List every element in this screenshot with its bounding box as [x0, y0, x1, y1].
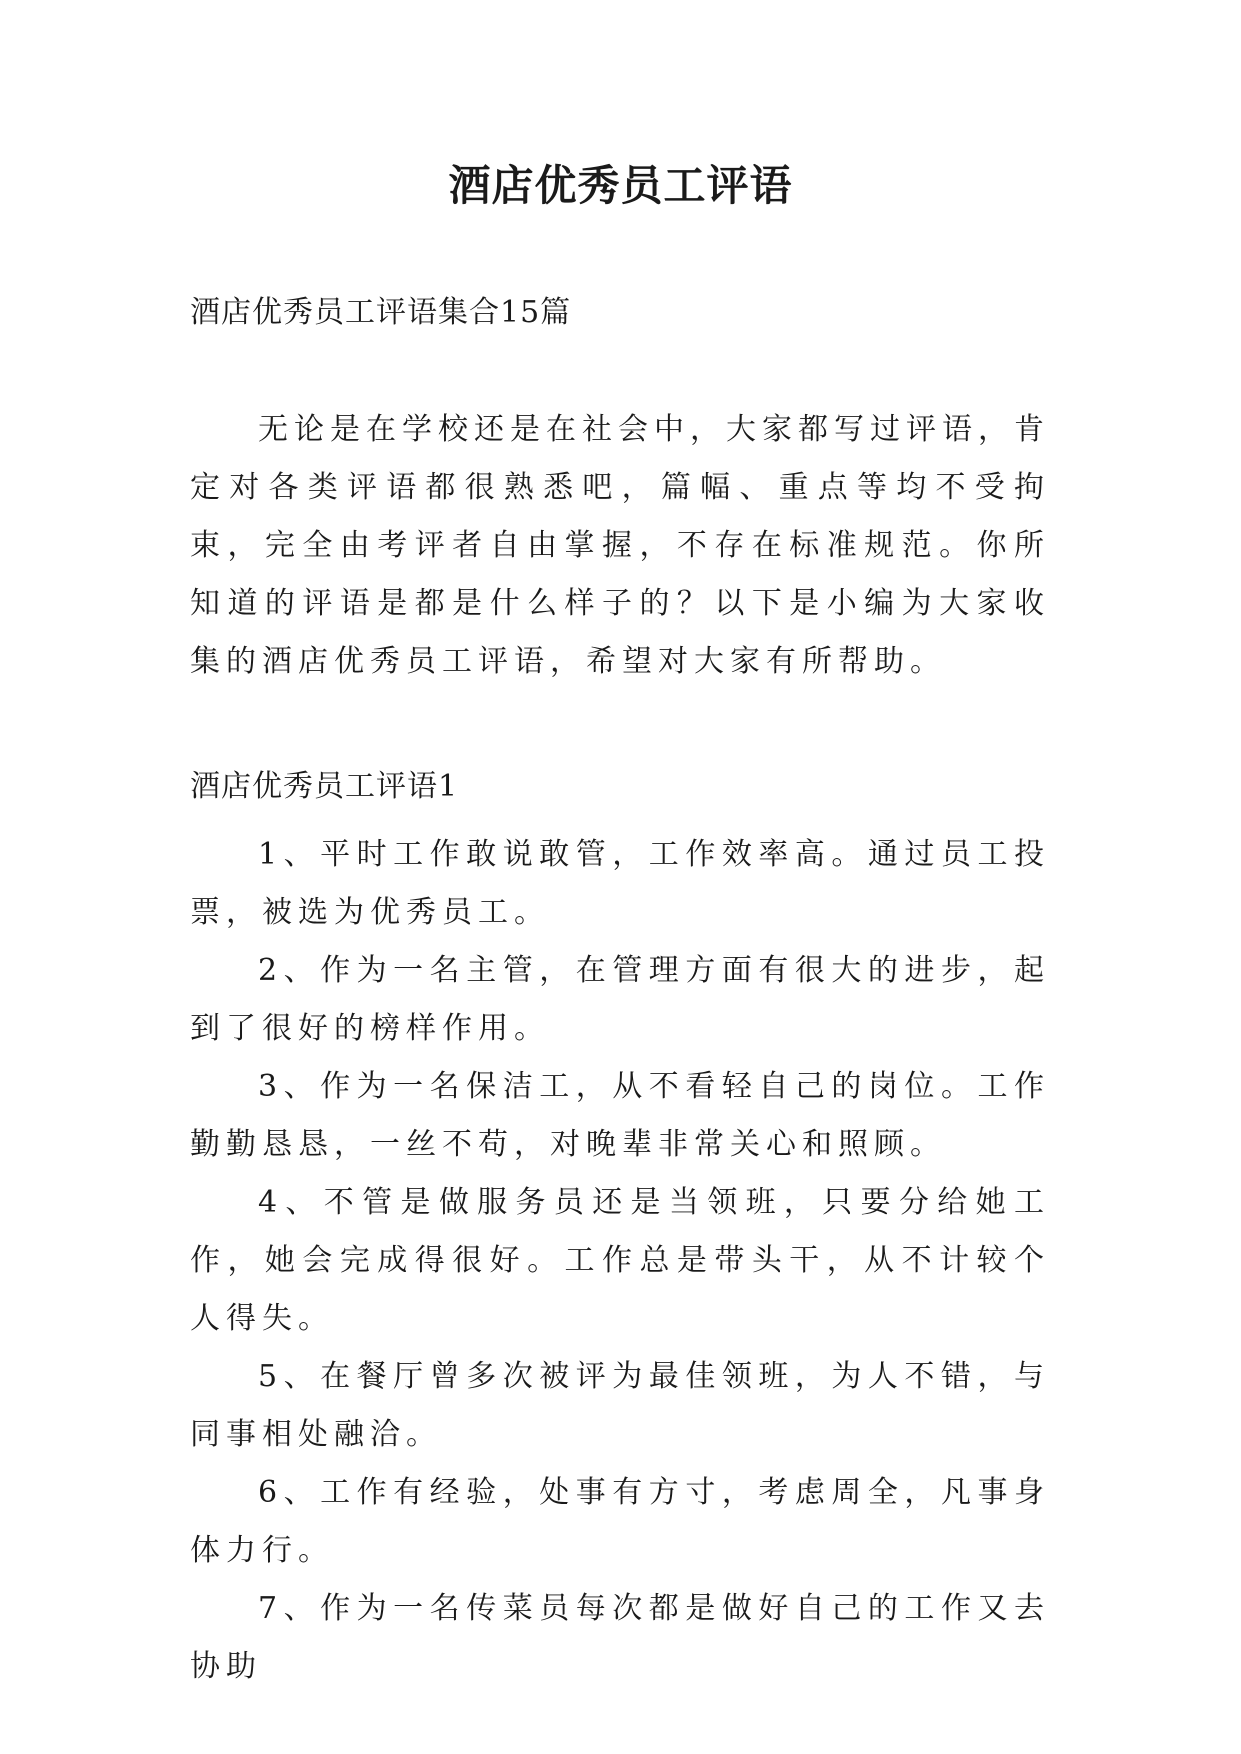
comment-item: 6、工作有经验，处事有方寸，考虑周全，凡事身体力行。: [190, 1475, 1050, 1568]
comment-item: 5、在餐厅曾多次被评为最佳领班，为人不错，与同事相处融洽。: [190, 1359, 1050, 1452]
comment-item: 1、平时工作敢说敢管，工作效率高。通过员工投票，被选为优秀员工。: [190, 837, 1050, 930]
comment-item: 7、作为一名传菜员每次都是做好自己的工作又去协助: [190, 1591, 1050, 1684]
comment-item: 3、作为一名保洁工，从不看轻自己的岗位。工作勤勤恳恳，一丝不苟，对晚辈非常关心和照顾。: [190, 1069, 1050, 1162]
document-title: 酒店优秀员工评语: [448, 161, 793, 210]
intro-paragraph: 无论是在学校还是在社会中，大家都写过评语，肯定对各类评语都很熟悉吧，篇幅、重点等均不受拘束，完全由考评者自由掌握，不存在标准规范。你所知道的评语是都是什么样子的？以下是小编为大家收集的酒店优秀员工评语，希望对大家有所帮助。: [190, 412, 1050, 679]
comment-item: 2、作为一名主管，在管理方面有很大的进步，起到了很好的榜样作用。: [190, 953, 1050, 1046]
comment-item: 4、不管是做服务员还是当领班，只要分给她工作，她会完成得很好。工作总是带头干，从不计较个人得失。: [190, 1185, 1050, 1336]
document-subtitle: 酒店优秀员工评语集合15篇: [190, 295, 572, 330]
comment-list: [190, 826, 1050, 1696]
section-heading: 酒店优秀员工评语1: [190, 769, 459, 804]
